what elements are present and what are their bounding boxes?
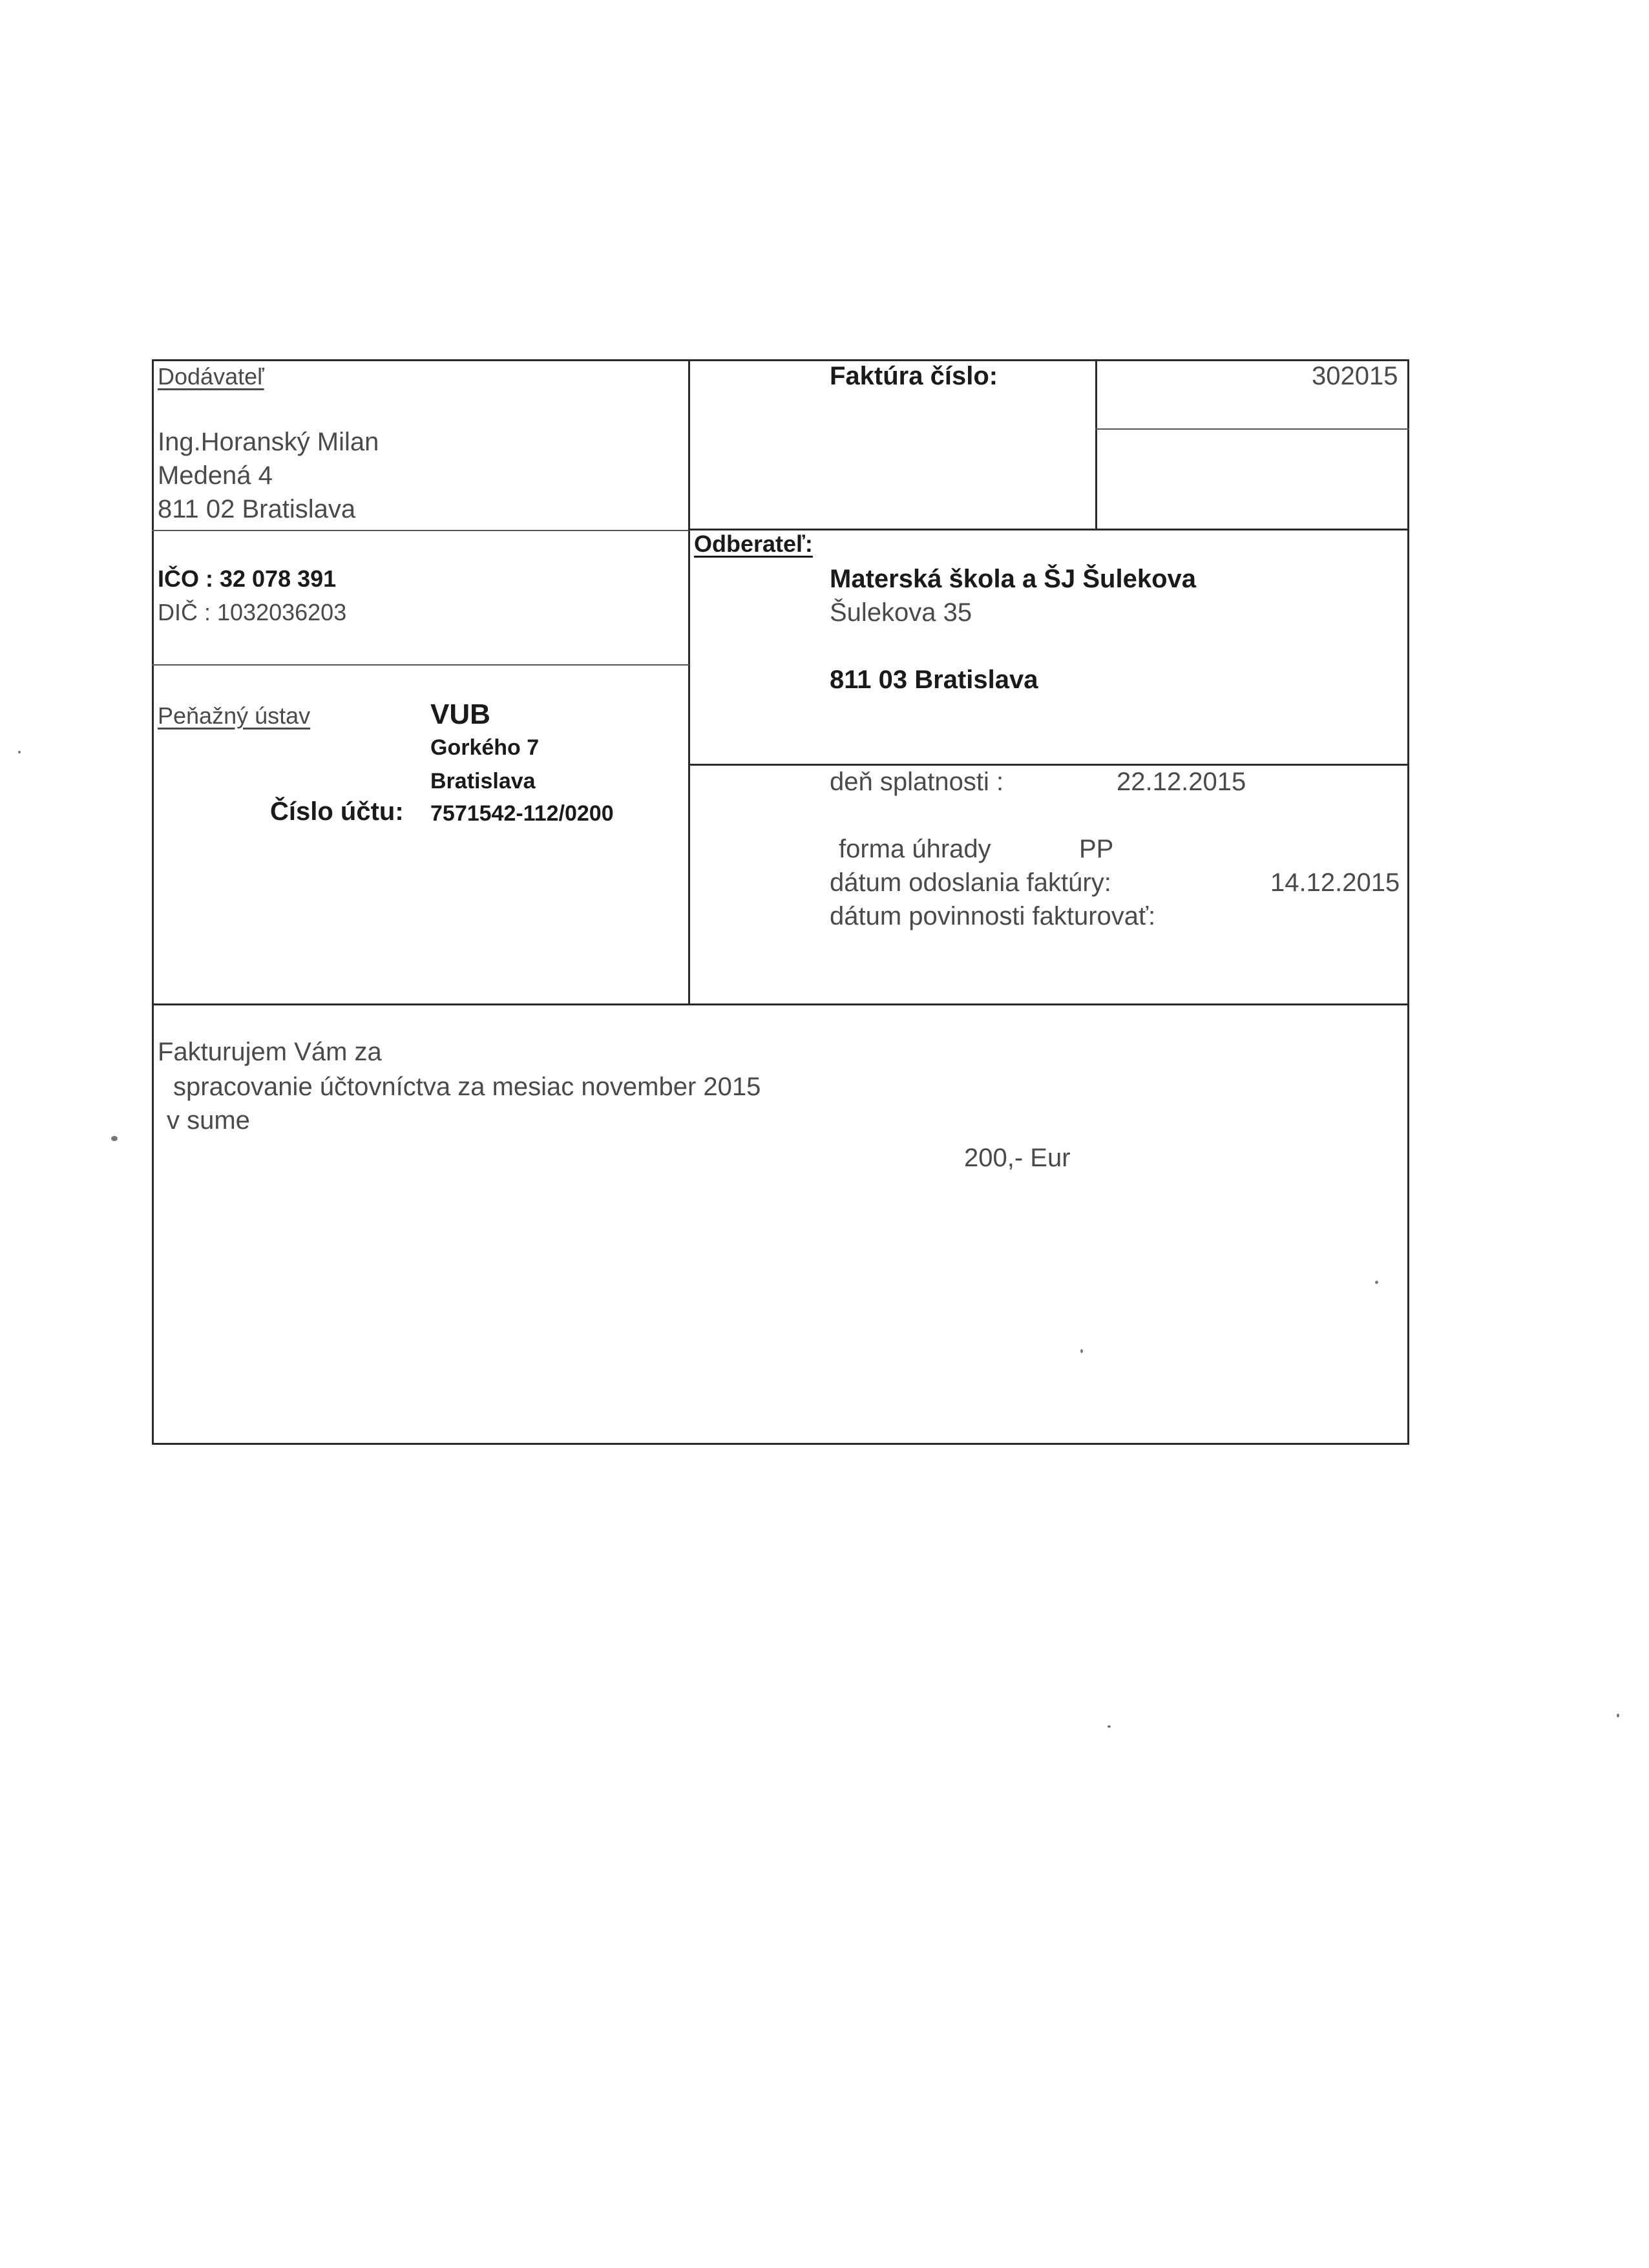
invoice-number-label: Faktúra číslo:	[830, 362, 998, 390]
supplier-street: Medená 4	[158, 461, 273, 490]
customer-name: Materská škola a ŠJ Šulekova	[830, 565, 1196, 593]
frame-right	[1407, 359, 1409, 1445]
invoice-number-underline	[1095, 428, 1409, 430]
frame-bottom	[152, 1443, 1409, 1445]
supplier-dic: DIČ : 1032036203	[158, 599, 347, 625]
scan-speck	[111, 1136, 118, 1141]
body-divider	[152, 1003, 1409, 1005]
scan-speck	[1617, 1714, 1619, 1717]
supplier-heading: Dodávateľ	[158, 363, 264, 390]
account-number: 7571542-112/0200	[430, 801, 614, 826]
body-line-2: spracovanie účtovníctva za mesiac november 2015	[173, 1073, 761, 1101]
supplier-name: Ing.Horanský Milan	[158, 428, 379, 456]
due-label: deň splatnosti :	[830, 768, 1004, 796]
obligation-label: dátum povinnosti fakturovať:	[830, 902, 1156, 930]
sent-value: 14.12.2015	[1270, 868, 1400, 897]
scan-speck	[1108, 1725, 1111, 1728]
account-label: Číslo účtu:	[270, 797, 404, 826]
customer-heading: Odberateľ:	[694, 530, 813, 557]
supplier-divider	[152, 530, 689, 531]
supplier-ico: IČO : 32 078 391	[158, 565, 337, 592]
dates-top-divider	[688, 764, 1409, 766]
bank-street: Gorkého 7	[430, 735, 540, 760]
column-divider	[688, 359, 690, 1005]
body-line-1: Fakturujem Vám za	[158, 1038, 382, 1066]
frame-left	[152, 359, 154, 1445]
supplier-city: 811 02 Bratislava	[158, 495, 356, 523]
customer-street: Šulekova 35	[830, 598, 972, 627]
scan-speck	[18, 751, 21, 753]
bank-name: VUB	[430, 698, 490, 730]
invoice-number-divider	[1095, 359, 1097, 529]
scan-speck	[1375, 1281, 1378, 1284]
payment-form-label: forma úhrady	[839, 835, 991, 863]
bank-city: Bratislava	[430, 769, 536, 793]
body-line-3: v sume	[167, 1106, 250, 1135]
due-value: 22.12.2015	[1117, 768, 1246, 796]
bank-divider	[152, 664, 689, 666]
bank-heading: Peňažný ústav	[158, 702, 311, 729]
frame-top	[152, 359, 1409, 361]
scan-speck	[1080, 1349, 1083, 1353]
sent-label: dátum odoslania faktúry:	[830, 868, 1111, 897]
invoice-number-value: 302015	[1312, 362, 1398, 390]
invoice-amount: 200,- Eur	[964, 1144, 1071, 1172]
customer-city: 811 03 Bratislava	[830, 666, 1038, 694]
payment-form-value: PP	[1079, 835, 1114, 863]
